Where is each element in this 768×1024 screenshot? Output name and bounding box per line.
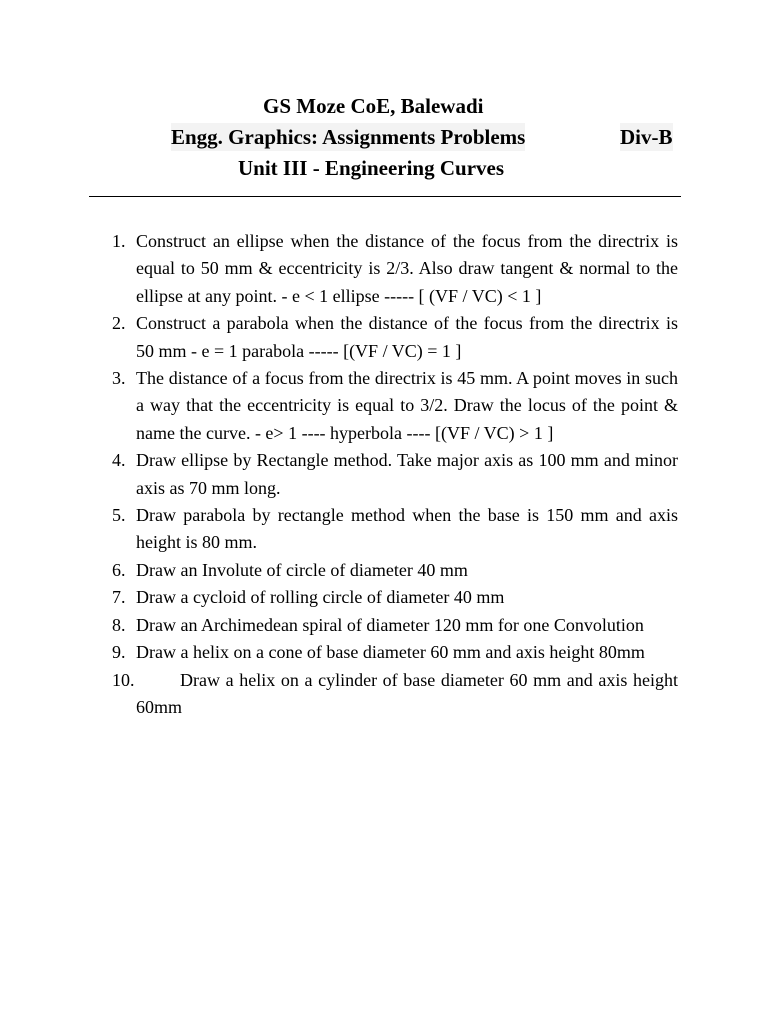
problem-number: 7. [112, 587, 126, 608]
problem-item [0, 584, 768, 611]
problem-text: The distance of a focus from the directrix is 45 mm. A point moves in such a way that the eccentricity is equal to 3/2. Draw the locus of the point & name the curve. - e> 1 ---- hyperbola ---- [(VF / VC) > 1 ] [136, 368, 678, 443]
problem-item [0, 310, 768, 365]
problem-item [0, 228, 768, 310]
problem-number: 4. [112, 450, 126, 471]
problem-text: Draw an Archimedean spiral of diameter 120 mm for one Convolution [136, 614, 644, 635]
header-divider [89, 196, 681, 197]
problem-number: 6. [112, 559, 126, 580]
problem-number: 5. [112, 505, 126, 526]
problem-item [0, 447, 768, 502]
problem-number: 9. [112, 642, 126, 663]
problem-number: 2. [112, 313, 126, 334]
problem-list [0, 228, 768, 721]
problem-text: Draw ellipse by Rectangle method. Take major axis as 100 mm and minor axis as 70 mm long. [136, 450, 678, 498]
problem-text: Draw a cycloid of rolling circle of diameter 40 mm [136, 587, 505, 608]
problem-text: Construct an ellipse when the distance of the focus from the directrix is equal to 50 mm & eccentricity is 2/3. Also draw tangent & normal to the ellipse at any point. - e < 1 ellipse ----- [ (VF / VC) < 1 ] [136, 231, 678, 306]
unit-title: Unit III - Engineering Curves [238, 156, 505, 180]
problem-item [0, 557, 768, 584]
problem-text: Draw a helix on a cylinder of base diameter 60 mm and axis height 60mm [136, 669, 678, 717]
problem-item [0, 667, 768, 722]
problem-item [0, 502, 768, 557]
division-label: Div-B [620, 125, 673, 149]
problem-number: 10. [112, 669, 135, 690]
problem-text: Draw parabola by rectangle method when the base is 150 mm and axis height is 80 mm. [136, 505, 678, 553]
problem-item [0, 639, 768, 666]
problem-item [0, 612, 768, 639]
problem-text: Draw an Involute of circle of diameter 40 mm [136, 559, 468, 580]
problem-item [0, 365, 768, 447]
college-name: GS Moze CoE, Balewadi [263, 94, 484, 118]
course-title: Engg. Graphics: Assignments Problems [171, 125, 526, 149]
problem-number: 3. [112, 368, 126, 389]
problem-number: 1. [112, 231, 126, 251]
problem-number: 8. [112, 614, 126, 635]
problem-text: Construct a parabola when the distance of the focus from the directrix is 50 mm - e = 1 parabola ----- [(VF / VC) = 1 ] [136, 313, 678, 361]
problem-text: Draw a helix on a cone of base diameter 60 mm and axis height 80mm [136, 642, 645, 663]
